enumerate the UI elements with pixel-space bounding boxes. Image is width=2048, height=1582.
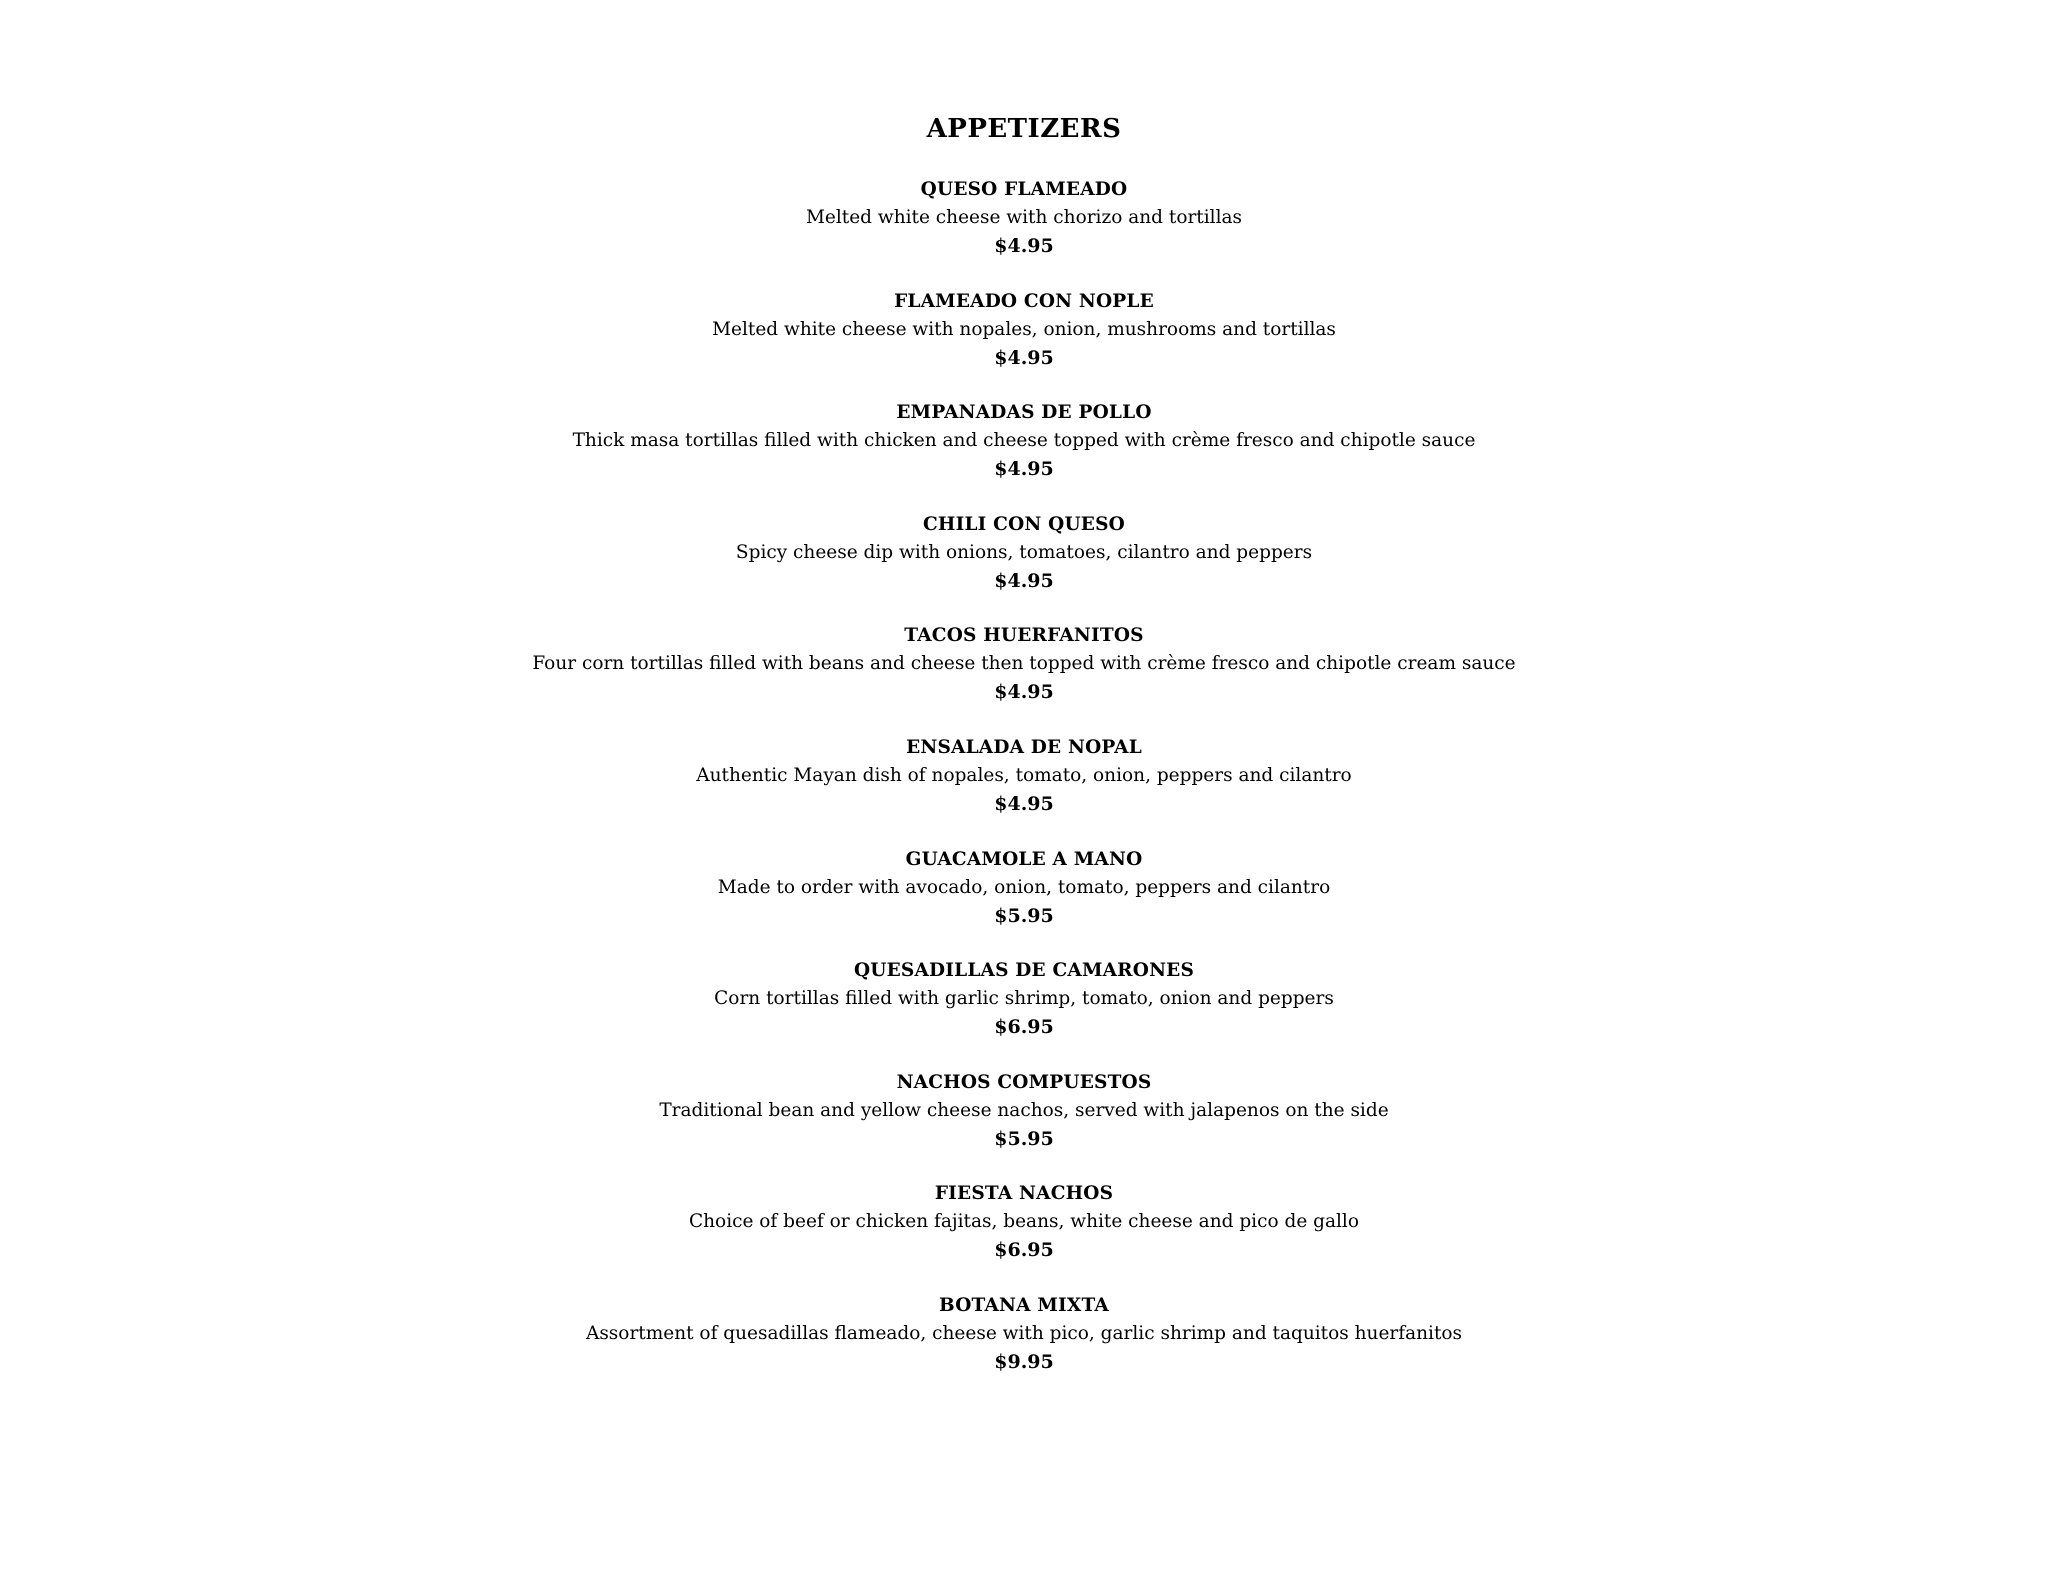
item-price: $4.95 <box>994 569 1054 592</box>
menu-item <box>0 622 2048 734</box>
menu-item <box>0 1069 2048 1181</box>
item-description: Spicy cheese dip with onions, tomatoes, cilantro and peppers <box>735 541 1313 563</box>
item-description: Melted white cheese with chorizo and tortillas <box>805 207 1243 228</box>
menu-item <box>0 1292 2048 1404</box>
menu-item <box>0 176 2048 288</box>
item-description: Four corn tortillas filled with beans and cheese then topped with crème fresco and chipotle cream sauce <box>532 653 1516 675</box>
item-price: $4.95 <box>994 792 1054 815</box>
item-name: CHILI CON QUESO <box>923 513 1125 535</box>
item-price: $4.95 <box>994 235 1054 257</box>
section-title: APPETIZERS <box>926 114 1122 145</box>
menu-item <box>0 957 2048 1069</box>
item-name: GUACAMOLE A MANO <box>905 848 1143 870</box>
item-name: TACOS HUERFANITOS <box>904 625 1144 647</box>
item-price: $4.95 <box>994 458 1054 481</box>
item-name: FLAMEADO CON NOPLE <box>894 290 1154 312</box>
item-price: $9.95 <box>994 1350 1054 1373</box>
menu-item <box>0 288 2048 400</box>
item-price: $5.95 <box>994 904 1054 927</box>
item-price: $4.95 <box>994 681 1054 704</box>
item-description: Made to order with avocado, onion, tomato, peppers and cilantro <box>717 876 1331 898</box>
item-name: QUESO FLAMEADO <box>920 179 1128 200</box>
item-price: $4.95 <box>994 346 1054 369</box>
item-description: Traditional bean and yellow cheese nachos, served with jalapenos on the side <box>659 1099 1389 1121</box>
menu-item <box>0 511 2048 623</box>
item-name: ENSALADA DE NOPAL <box>906 736 1142 758</box>
appetizer-list <box>0 176 2048 1404</box>
menu-item <box>0 399 2048 511</box>
item-name: FIESTA NACHOS <box>934 1183 1114 1205</box>
item-price: $5.95 <box>994 1127 1054 1150</box>
item-description: Corn tortillas filled with garlic shrimp, tomato, onion and peppers <box>714 988 1334 1010</box>
item-description: Assortment of quesadillas flameado, cheese with pico, garlic shrimp and taquitos huerfanitos <box>585 1322 1463 1344</box>
item-name: EMPANADAS DE POLLO <box>896 402 1152 424</box>
item-price: $6.95 <box>994 1016 1054 1039</box>
item-description: Authentic Mayan dish of nopales, tomato, onion, peppers and cilantro <box>696 764 1352 786</box>
item-description: Melted white cheese with nopales, onion, mushrooms and tortillas <box>712 318 1336 340</box>
item-description: Thick masa tortillas filled with chicken and cheese topped with crème fresco and chipotle sauce <box>572 430 1476 452</box>
menu-item <box>0 846 2048 958</box>
item-name: QUESADILLAS DE CAMARONES <box>853 960 1195 982</box>
item-price: $6.95 <box>994 1239 1054 1262</box>
menu-item <box>0 734 2048 846</box>
menu-item <box>0 1180 2048 1292</box>
item-name: NACHOS COMPUESTOS <box>896 1071 1152 1093</box>
item-name: BOTANA MIXTA <box>939 1294 1109 1316</box>
item-description: Choice of beef or chicken fajitas, beans, white cheese and pico de gallo <box>688 1211 1359 1233</box>
